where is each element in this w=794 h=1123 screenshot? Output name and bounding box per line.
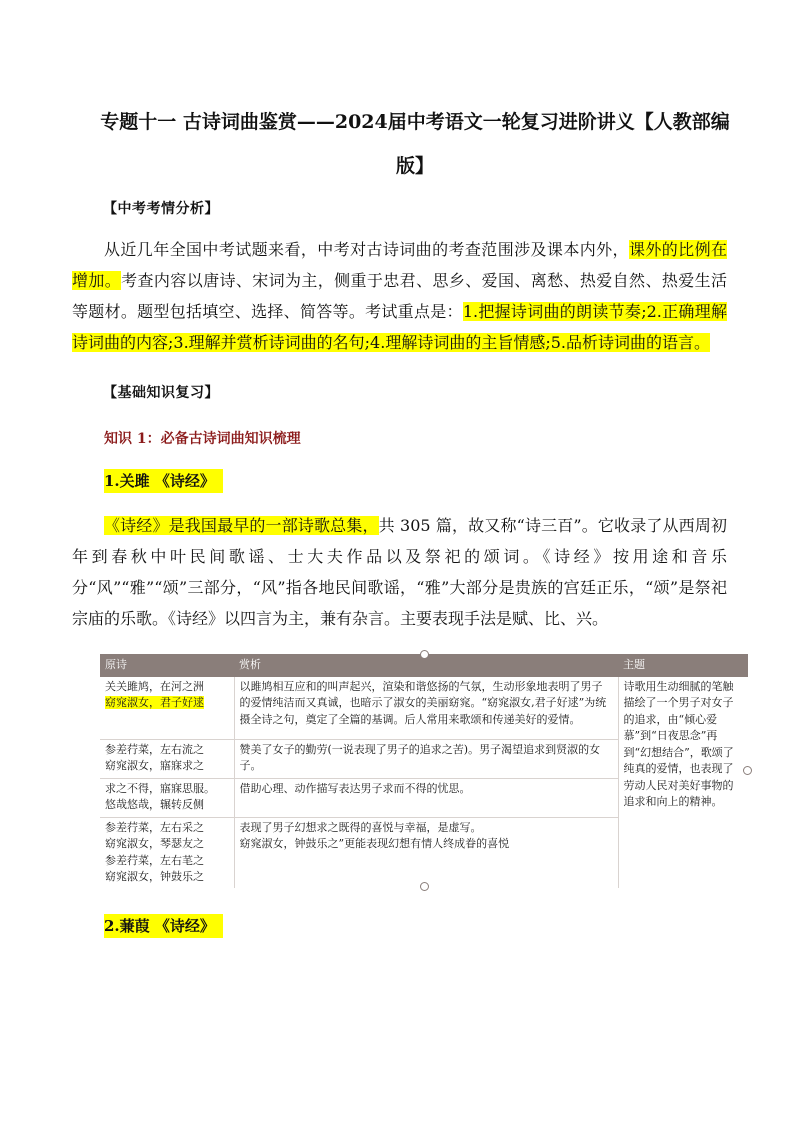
image-handle [420, 650, 429, 659]
page-title: 专题十一 古诗词曲鉴赏——2024届中考语文一轮复习进阶讲义【人教部编版】 [100, 111, 730, 177]
image-handle [743, 766, 752, 775]
intro-paragraph [72, 234, 727, 358]
poem-cell: 参差荇菜，左右采之 窈窕淑女，琴瑟友之 参差荇菜，左右芼之 窈窕淑女，钟鼓乐之 [100, 817, 234, 888]
section-heading-review: 【基础知识复习】 [103, 385, 219, 401]
intro-highlight-1: 课外的比例在增加。 [72, 240, 727, 290]
poem-cell: 参差荇菜，左右流之 窈窕淑女，寤寐求之 [100, 739, 234, 778]
poem-analysis-table [100, 654, 748, 890]
poem-line-highlighted: 窈窕淑女，君子好逑 [105, 696, 204, 709]
shijing-highlight: 《诗经》是我国最早的一部诗歌总集， [104, 516, 379, 535]
table-row [100, 677, 748, 740]
shijing-paragraph [72, 510, 727, 634]
section-heading-analysis: 【中考考情分析】 [103, 201, 219, 217]
knowledge-heading: 知识 1：必备古诗词曲知识梳理 [104, 431, 301, 447]
theme-cell: 诗歌用生动细腻的笔触描绘了一个男子对女子的追求，由“倾心爱慕”到“日夜思念”再到“幻想结合”，歌颂了纯真的爱情，也表现了劳动人民对美好事物的追求和向上的精神。 [623, 679, 734, 808]
intro-highlight-2: 1.把握诗词曲的朗读节奏;2.正确理解诗词曲的内容;3.理解并赏析诗词曲的名句;4.理解诗词曲的主旨情感;5.品析诗词曲的语言。 [72, 302, 727, 352]
intro-text-2: 考查内容以唐诗、宋词为主，侧重于忠君、思乡、爱国、离愁、热爱自然、热爱生活等题材。题型包括填空、选择、简答等。考试重点是： [72, 271, 727, 321]
table-header-analysis: 赏析 [234, 654, 618, 677]
poem-line: 关关雎鸠，在河之洲 [105, 679, 204, 693]
item-title-jianjia: 2.蒹葭 《诗经》 [104, 914, 223, 938]
analysis-cell: 赞美了女子的勤劳(一说表现了男子的追求之苦)。男子渴望追求到贤淑的女子。 [234, 739, 618, 778]
table-header-poem: 原诗 [100, 654, 234, 677]
poem-cell: 求之不得，寤寐思服。 悠哉悠哉，辗转反侧 [100, 778, 234, 817]
table-header-theme: 主题 [618, 654, 748, 677]
image-handle [420, 882, 429, 891]
shijing-text: 共 305 篇，故又称“诗三百”。它收录了从西周初年到春秋中叶民间歌谣、士大夫作品以及祭祀的颂词。《诗经》按用途和音乐分“风”“雅”“颂”三部分，“风”指各地民间歌谣，“雅”大部分是贵族的宫廷正乐，“颂”是祭祀宗庙的乐歌。《诗经》以四言为主，兼有杂言。主要表现手法是赋、比、兴。 [72, 516, 727, 628]
analysis-cell: 以雎鸠相互应和的叫声起兴，渲染和谐悠扬的气氛，生动形象地表明了男子的爱情纯洁而又真诚，也暗示了淑女的美丽窈窕。“窈窕淑女,君子好逑”为统摄全诗之句，奠定了全篇的基调。后人常用来歌颂和传递美好的爱情。 [234, 677, 618, 740]
item-title-guanju: 1.关雎 《诗经》 [104, 469, 223, 493]
analysis-cell: 表现了男子幻想求之既得的喜悦与幸福，是虚写。 窈窕淑女，钟鼓乐之”更能表现幻想有情人终成眷的喜悦 [234, 817, 618, 888]
intro-text-1: 从近几年全国中考试题来看，中考对古诗词曲的考查范围涉及课本内外， [104, 240, 629, 259]
analysis-cell: 借助心理、动作描写表达男子求而不得的忧思。 [234, 778, 618, 817]
poem-cell [100, 677, 234, 740]
